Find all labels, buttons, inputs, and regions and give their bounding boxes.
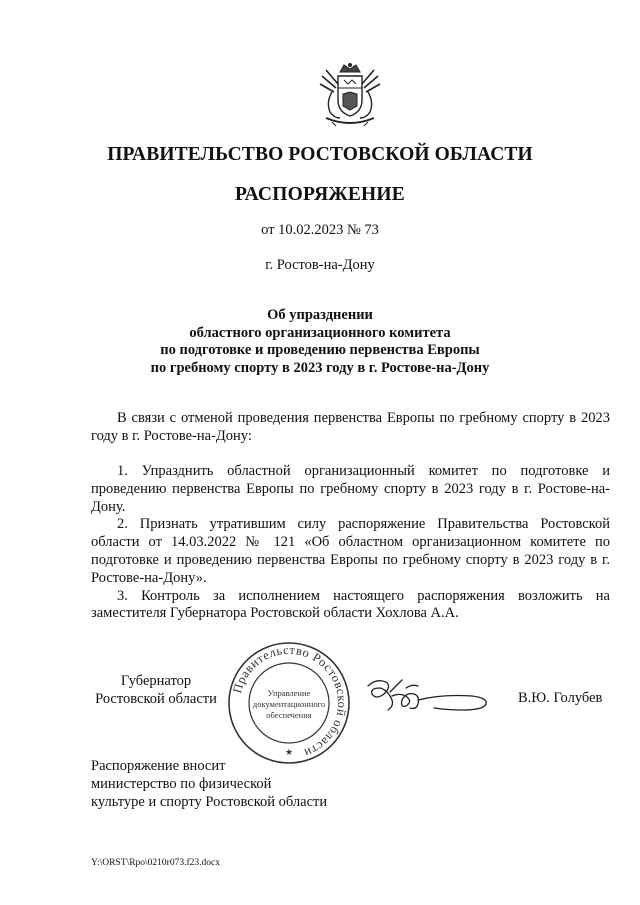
signatory-title xyxy=(91,673,221,709)
submitted-by-line: министерство по физической xyxy=(91,775,272,792)
seal-center-line: Управление xyxy=(267,688,311,698)
preamble-text: В связи с отменой проведения первенства Европы по гребному спорту в 2023 году в г. Ростове-на-Дону: xyxy=(91,410,610,444)
government-title: ПРАВИТЕЛЬСТВО РОСТОВСКОЙ ОБЛАСТИ xyxy=(107,144,533,165)
submitted-by-line: Распоряжение вносит xyxy=(91,758,226,774)
signatory-title-line: Губернатор xyxy=(120,673,192,689)
subject-line: по подготовке и проведению первенства Европы xyxy=(160,342,480,358)
handwritten-signature xyxy=(362,670,492,720)
coat-of-arms-emblem xyxy=(318,62,382,128)
seal-center-line: обеспечения xyxy=(266,710,312,720)
file-path: Y:\ORST\Rpo\0210r073.f23.docx xyxy=(91,858,220,868)
point-3: 3. Контроль за исполнением настоящего распоряжения возложить на заместителя Губернатора Ростовской области Хохлова А.А. xyxy=(91,587,610,622)
document-city: г. Ростов-на-Дону xyxy=(265,257,375,273)
official-seal xyxy=(226,640,352,766)
subject-line: областного организационного комитета xyxy=(189,324,451,341)
resolution-points xyxy=(91,463,610,623)
point-1: 1. Упразднить областной организационный комитет по подготовке и проведению первенства Европы по гребному спорту в 2023 году в г. Ростове-на-Дону. xyxy=(91,463,610,515)
preamble xyxy=(91,410,610,446)
document-type: РАСПОРЯЖЕНИЕ xyxy=(235,184,405,205)
signatory-title-line: Ростовской области xyxy=(95,690,217,707)
seal-ring-text: Правительство Ростовской области xyxy=(230,642,350,761)
signatory-name: В.Ю. Голубев xyxy=(518,690,603,706)
subject-line: по гребному спорту в 2023 году в г. Ростове-на-Дону xyxy=(150,359,490,376)
subject-line: Об упразднении xyxy=(267,307,373,323)
document-subject xyxy=(0,307,640,377)
submitted-by-note xyxy=(91,758,327,811)
seal-star: ★ xyxy=(284,747,294,757)
point-2: 2. Признать утратившим силу распоряжение Правительства Ростовской области от 14.03.2022 № 121 «Об областном организационном комитете по подготовке и проведению первенства Европы по гребному спорту в 2023 году в г. Ростове-на-Дону». xyxy=(91,516,610,586)
submitted-by-line: культуре и спорту Ростовской области xyxy=(91,793,328,810)
document-date-number: от 10.02.2023 № 73 xyxy=(261,222,379,238)
seal-center-line: документационного xyxy=(252,699,326,709)
